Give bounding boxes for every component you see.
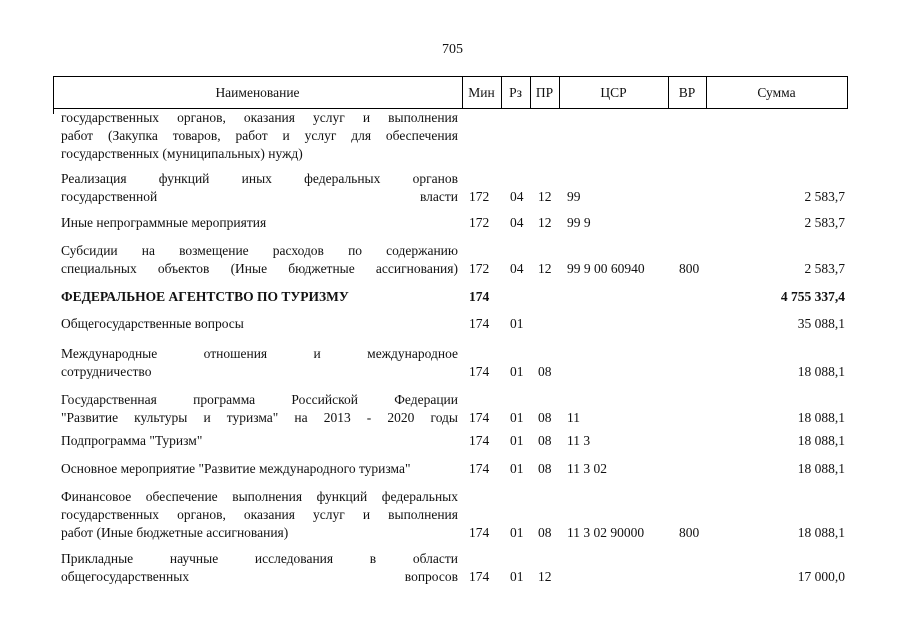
cell-sum: 17 000,0: [797, 569, 845, 584]
cell-rz: 04: [510, 189, 524, 204]
cell-rz: 04: [510, 261, 524, 276]
cell-pr: 08: [538, 525, 552, 540]
cell-rz: 01: [510, 569, 524, 584]
row-name: [61, 242, 458, 278]
row-name-line: сотрудничество: [61, 364, 152, 379]
cell-min: 174: [469, 569, 490, 584]
cell-sum: 18 088,1: [797, 433, 845, 448]
row-name-line: Субсидии на возмещение расходов по содержанию: [61, 243, 458, 258]
header-name: Наименование: [215, 85, 300, 100]
cell-pr: 12: [538, 215, 552, 230]
row-name-line: Прикладные научные исследования в области: [61, 551, 458, 566]
cell-rz: 01: [510, 364, 524, 379]
cell-sum: 18 088,1: [797, 364, 845, 379]
cell-sum: 2 583,7: [804, 261, 845, 276]
row-name-line: Подпрограмма "Туризм": [61, 433, 203, 448]
cell-rz: 04: [510, 215, 524, 230]
cell-min: 174: [469, 289, 490, 304]
cell-min: 174: [469, 364, 490, 379]
cell-min: 172: [469, 261, 490, 276]
row-name: [61, 214, 458, 232]
cell-pr: 12: [538, 261, 552, 276]
header-csr: ЦСР: [600, 85, 627, 100]
cell-min: 172: [469, 215, 490, 230]
cell-pr: 08: [538, 364, 552, 379]
cell-pr: 12: [538, 189, 552, 204]
cell-csr: 11: [567, 410, 580, 425]
page-number: 705: [442, 42, 463, 57]
cell-rz: 01: [510, 525, 524, 540]
cell-csr: 99 9 00 60940: [567, 261, 645, 276]
row-name-line: государственных (муниципальных) нужд): [61, 146, 303, 161]
header-sum: Сумма: [757, 85, 796, 100]
row-name-line: общегосударственных вопросов: [61, 569, 458, 584]
cell-min: 174: [469, 525, 490, 540]
cell-csr: 99 9: [567, 215, 591, 230]
row-name-line: государственной власти: [61, 189, 458, 204]
cell-rz: 01: [510, 410, 524, 425]
row-name: [61, 550, 458, 586]
cell-csr: 11 3 02: [567, 461, 607, 476]
cell-sum: 18 088,1: [797, 525, 845, 540]
cell-pr: 08: [538, 433, 552, 448]
cell-pr: 08: [538, 410, 552, 425]
row-name: [61, 391, 458, 427]
row-name-line: ФЕДЕРАЛЬНОЕ АГЕНТСТВО ПО ТУРИЗМУ: [61, 289, 349, 304]
cell-sum: 4 755 337,4: [780, 289, 845, 304]
row-name-line: Финансовое обеспечение выполнения функций федеральных: [61, 489, 458, 504]
row-name-line: Реализация функций иных федеральных органов: [61, 171, 458, 186]
cell-csr: 11 3: [567, 433, 591, 448]
cell-min: 174: [469, 410, 490, 425]
header-min: Мин: [468, 85, 495, 100]
cell-csr: 99: [567, 189, 581, 204]
row-name-line: Иные непрограммные мероприятия: [61, 215, 267, 230]
cell-sum: 18 088,1: [797, 410, 845, 425]
row-name: [61, 432, 458, 450]
cell-sum: 35 088,1: [797, 316, 845, 331]
cell-rz: 01: [510, 433, 524, 448]
row-name-line: "Развитие культуры и туризма" на 2013 - 2020 годы: [61, 410, 458, 425]
row-name: [61, 488, 458, 542]
cell-sum: 2 583,7: [804, 215, 845, 230]
cell-min: 172: [469, 189, 490, 204]
row-name-line: государственных органов, оказания услуг и выполнения: [61, 507, 458, 522]
row-name-line: государственных органов, оказания услуг и выполнения: [61, 110, 458, 125]
row-name-line: работ (Иные бюджетные ассигнования): [61, 525, 289, 540]
row-name: [61, 345, 458, 381]
row-name: [61, 288, 458, 306]
row-name: [61, 109, 458, 163]
cell-sum: 2 583,7: [804, 189, 845, 204]
row-name: [61, 315, 458, 333]
row-name-line: Международные отношения и международное: [61, 346, 458, 361]
cell-rz: 01: [510, 461, 524, 476]
row-name-line: Государственная программа Российской Федерации: [61, 392, 458, 407]
cell-min: 174: [469, 433, 490, 448]
cell-vr: 800: [679, 525, 700, 540]
cell-pr: 08: [538, 461, 552, 476]
row-name-line: Общегосударственные вопросы: [61, 316, 244, 331]
header-rz: Рз: [509, 85, 522, 100]
row-name-line: Основное мероприятие "Развитие международного туризма": [61, 461, 411, 476]
cell-rz: 01: [510, 316, 524, 331]
cell-vr: 800: [679, 261, 700, 276]
header-vr: ВР: [678, 85, 696, 100]
row-name-line: специальных объектов (Иные бюджетные ассигнования): [61, 261, 458, 276]
row-name: [61, 170, 458, 206]
header-pr: ПР: [535, 85, 554, 100]
cell-min: 174: [469, 461, 490, 476]
row-name: [61, 460, 458, 478]
cell-csr: 11 3 02 90000: [567, 525, 645, 540]
table-header: [53, 76, 848, 109]
cell-pr: 12: [538, 569, 552, 584]
table-left-border: [53, 107, 54, 114]
cell-min: 174: [469, 316, 490, 331]
row-name-line: работ (Закупка товаров, работ и услуг для обеспечения: [61, 128, 458, 143]
cell-sum: 18 088,1: [797, 461, 845, 476]
